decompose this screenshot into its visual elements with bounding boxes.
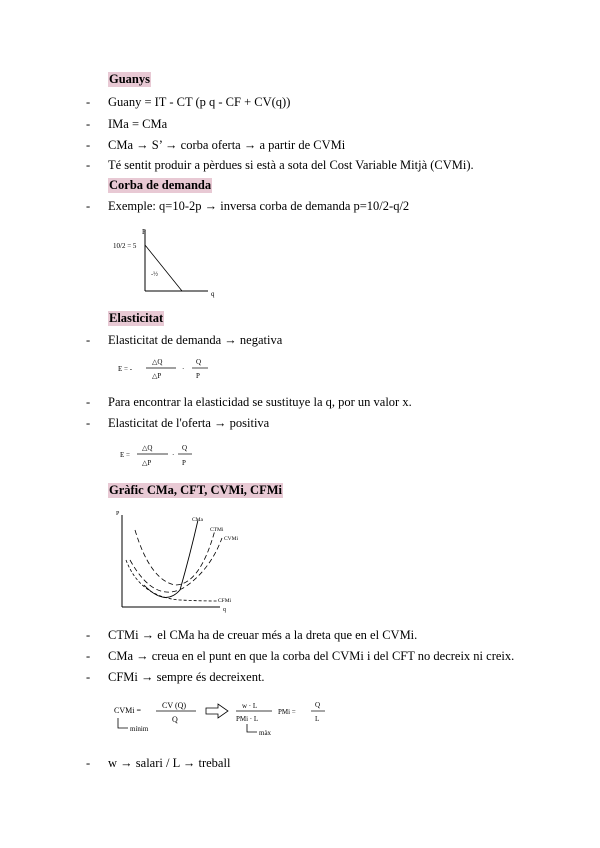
cma-curve — [144, 520, 198, 597]
list-item: - CFMi → sempre és decreixent. — [86, 670, 265, 684]
svg-text:CVMi =: CVMi = — [114, 706, 141, 715]
svg-text:△P: △P — [142, 459, 152, 467]
svg-text:P: P — [196, 372, 200, 380]
ctmi-curve — [135, 530, 215, 585]
svg-text:w · L: w · L — [242, 702, 258, 710]
elasticity-demand-formula — [108, 355, 218, 381]
svg-text:△P: △P — [152, 372, 162, 380]
svg-text:Q: Q — [196, 358, 202, 366]
list-item: - Elasticitat de l'oferta → positiva — [86, 416, 270, 430]
list-item: - Elasticitat de demanda → negativa — [86, 333, 283, 347]
demand-line — [145, 245, 182, 291]
svg-text:·: · — [172, 451, 175, 459]
list-item: - CMa → creua en el punt en que la corba del CVMi i del CFT no decreix ni creix. — [86, 649, 515, 663]
x-axis-label: q — [223, 607, 226, 613]
list-item: - Para encontrar la elasticidad se sustituye la q, por un valor x. — [86, 395, 412, 409]
x-axis-label: q — [211, 290, 215, 298]
list-item: - IMa = CMa — [86, 117, 168, 131]
ctmi-label: CTMi — [210, 527, 224, 533]
heading-guanys: Guanys — [109, 72, 150, 86]
list-item: - CTMi → el CMa ha de creuar més a la dreta que en el CVMi. — [86, 628, 418, 642]
svg-text:PMi =: PMi = — [278, 708, 296, 716]
heading-elasticitat: Elasticitat — [109, 311, 164, 325]
svg-text:CV (Q): CV (Q) — [162, 701, 187, 710]
svg-text:L: L — [315, 715, 320, 723]
svg-text:·: · — [182, 365, 185, 373]
svg-text:mínim: mínim — [130, 725, 149, 733]
list-item: - Exemple: q=10-2p → inversa corba de demanda p=10/2-q/2 — [86, 199, 410, 213]
svg-text:PMi · L: PMi · L — [236, 715, 259, 723]
cvmi-curve — [130, 538, 222, 592]
list-item: - w → salari / L → treball — [86, 756, 231, 770]
svg-text:màx: màx — [259, 729, 272, 737]
y-axis-label: P — [116, 511, 120, 517]
implies-arrow-icon — [206, 704, 228, 718]
cost-curves-figure — [110, 505, 250, 615]
heading-grafic: Gràfic CMa, CFT, CVMi, CFMi — [109, 483, 282, 497]
svg-text:Q: Q — [172, 715, 178, 724]
svg-text:E = -: E = - — [118, 365, 133, 373]
list-item: - CMa → S’ → corba oferta → a partir de CVMi — [86, 138, 346, 152]
y-axis-label: P — [142, 228, 146, 236]
svg-text:△Q: △Q — [152, 358, 163, 366]
slope-label: -½ — [151, 271, 159, 278]
demand-curve-figure — [108, 226, 228, 302]
heading-corba-demanda: Corba de demanda — [109, 178, 212, 192]
cma-label: CMa — [192, 517, 203, 523]
cvmi-label: CVMi — [224, 536, 239, 542]
list-item: - Té sentit produir a pèrdues si està a sota del Cost Variable Mitjà (CVMi). — [86, 158, 474, 172]
svg-text:E =: E = — [120, 451, 130, 459]
svg-text:Q: Q — [182, 444, 188, 452]
svg-text:P: P — [182, 459, 186, 467]
cfmi-label: CFMi — [218, 598, 232, 604]
cfmi-curve — [126, 560, 218, 601]
svg-text:Q: Q — [315, 701, 321, 709]
intercept-label: 10/2 = 5 — [113, 242, 137, 250]
list-item: - Guany = IT - CT (p q - CF + CV(q)) — [86, 95, 291, 109]
cvmi-formula — [112, 695, 342, 741]
elasticity-supply-formula — [108, 440, 208, 470]
svg-text:△Q: △Q — [142, 444, 153, 452]
